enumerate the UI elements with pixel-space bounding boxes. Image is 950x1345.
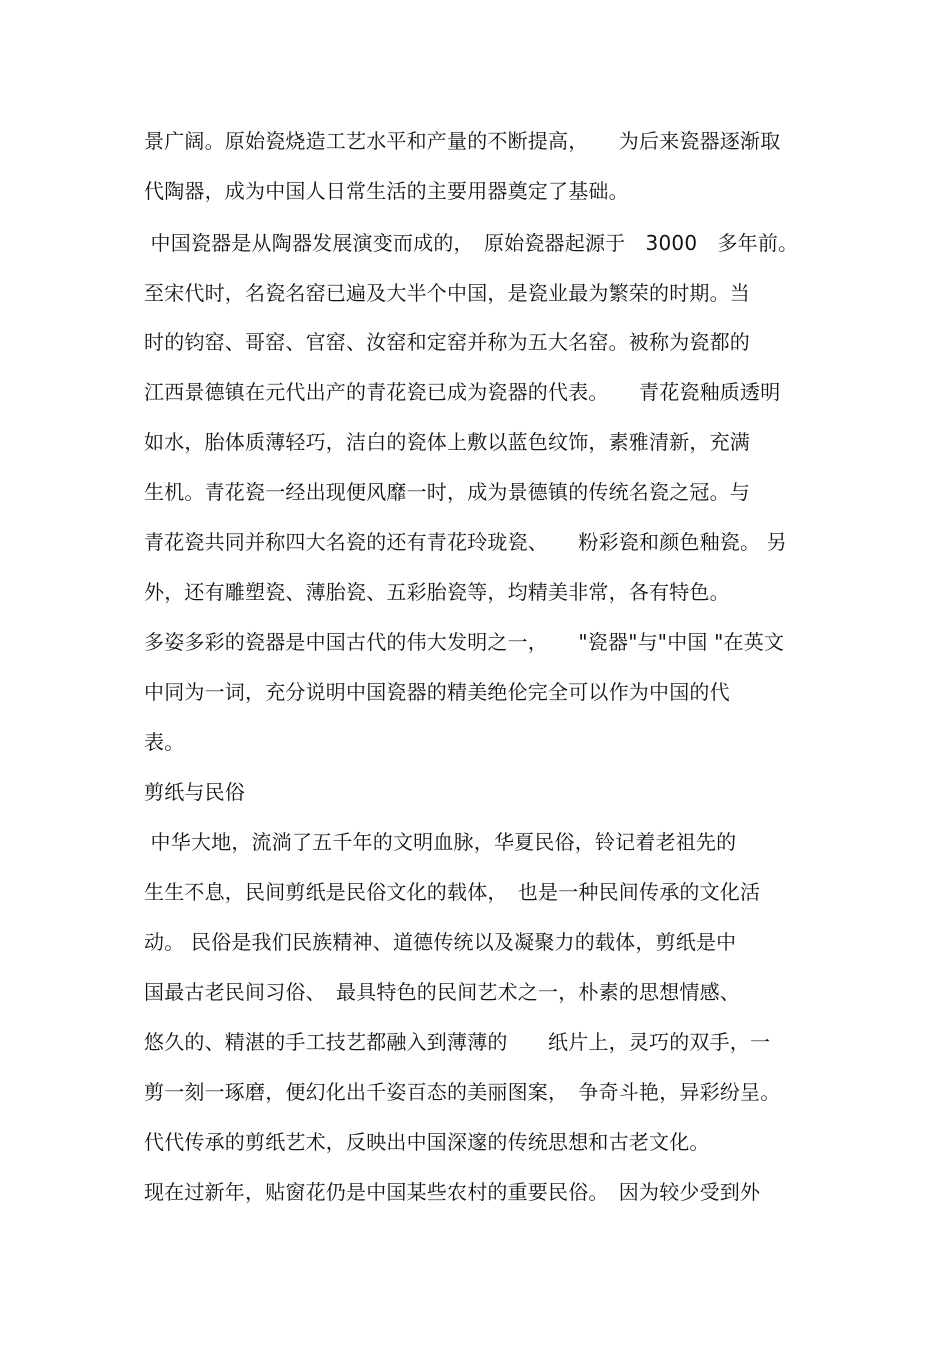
- text-line: 至宋代时，名瓷名窑已遍及大半个中国，是瓷业最为繁荣的时期。当: [144, 281, 750, 305]
- text-line: 中华大地，流淌了五千年的文明血脉，华夏民俗，铃记着老祖先的: [144, 830, 737, 854]
- text-line: 代代传承的剪纸艺术，反映出中国深邃的传统思想和古老文化。: [144, 1130, 710, 1154]
- text-line: 生生不息，民间剪纸是民俗文化的载体， 也是一种民间传承的文化活: [144, 880, 761, 904]
- text-line: 表。: [144, 730, 185, 754]
- text-line: 中同为一词，充分说明中国瓷器的精美绝伦完全可以作为中国的代: [144, 680, 730, 704]
- text-line: 中国瓷器是从陶器发展演变而成的， 原始瓷器起源于 3000 多年前。: [144, 231, 799, 255]
- text-line: 青花瓷共同并称四大名瓷的还有青花玲珑瓷、 粉彩瓷和颜色釉瓷。 另: [144, 530, 787, 554]
- text-line: 动。 民俗是我们民族精神、道德传统以及凝聚力的载体，剪纸是中: [144, 930, 737, 954]
- text-line: 剪一刻一琢磨，便幻化出千姿百态的美丽图案， 争奇斗艳，异彩纷呈。: [144, 1080, 781, 1104]
- text-line: 如水，胎体质薄轻巧，洁白的瓷体上敷以蓝色纹饰，素雅清新，充满: [144, 430, 750, 454]
- text-line: 生机。青花瓷一经出现便风靡一时，成为景德镇的传统名瓷之冠。与: [144, 480, 750, 504]
- text-line: 时的钧窑、哥窑、官窑、汝窑和定窑并称为五大名窑。被称为瓷都的: [144, 330, 750, 354]
- text-line: 景广阔。原始瓷烧造工艺水平和产量的不断提高， 为后来瓷器逐渐取: [144, 129, 781, 153]
- text-line: 国最古老民间习俗、 最具特色的民间艺术之一，朴素的思想情感、: [144, 980, 740, 1004]
- text-line: 代陶器，成为中国人日常生活的主要用器奠定了基础。: [144, 179, 629, 203]
- text-line: 江西景德镇在元代出产的青花瓷已成为瓷器的代表。 青花瓷釉质透明: [144, 380, 781, 404]
- section-heading: 剪纸与民俗: [144, 780, 245, 804]
- text-line: 现在过新年，贴窗花仍是中国某些农村的重要民俗。 因为较少受到外: [144, 1180, 761, 1204]
- text-line: 多姿多彩的瓷器是中国古代的伟大发明之一， "瓷器"与"中国 "在英文: [144, 630, 785, 654]
- text-line: 悠久的、精湛的手工技艺都融入到薄薄的 纸片上，灵巧的双手，一: [144, 1030, 771, 1054]
- text-line: 外，还有雕塑瓷、薄胎瓷、五彩胎瓷等，均精美非常，各有特色。: [144, 580, 730, 604]
